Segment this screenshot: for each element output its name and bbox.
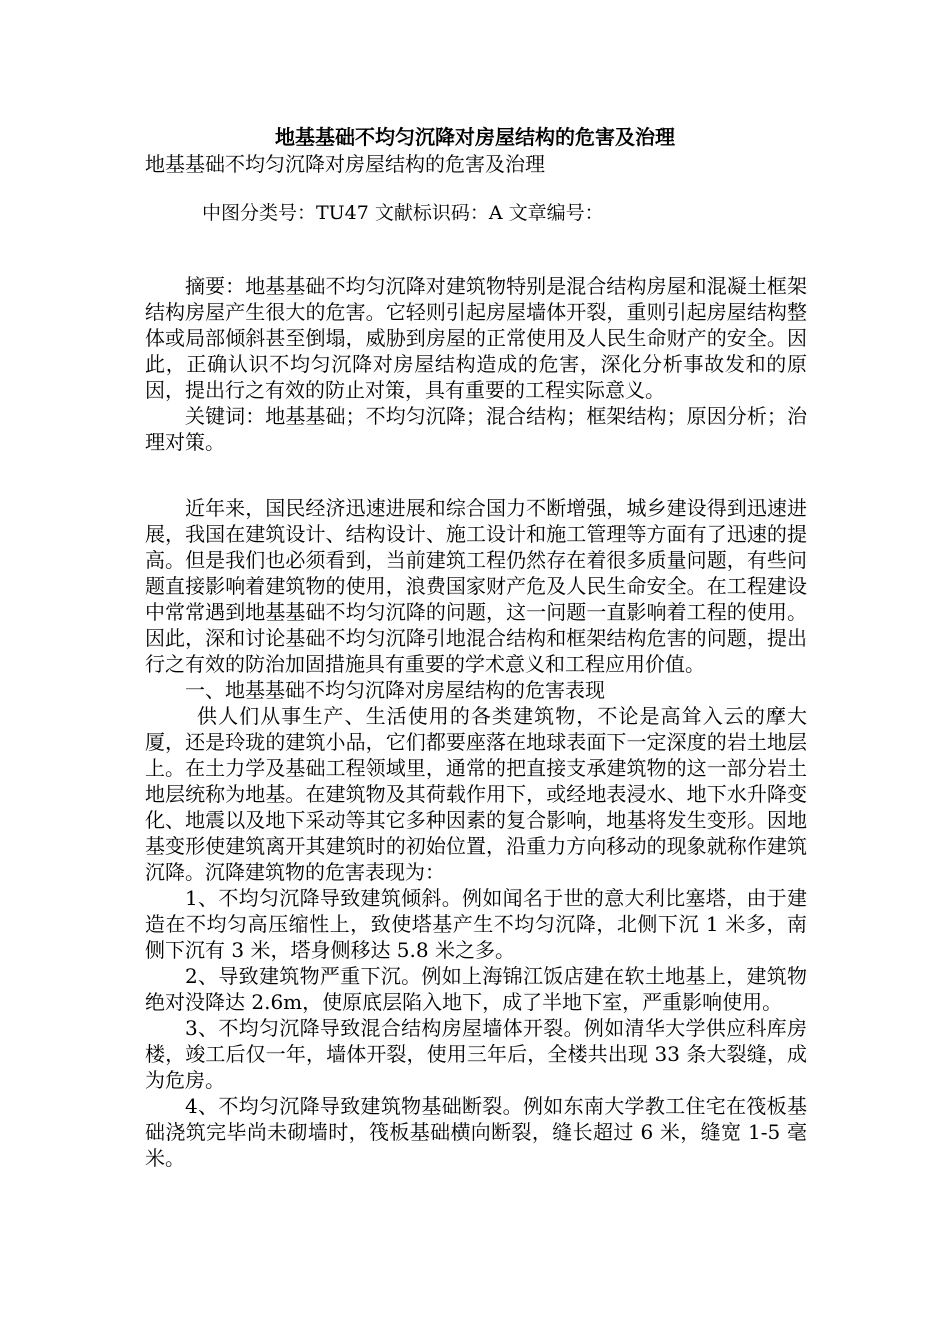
abstract-paragraph: 摘要：地基基础不均匀沉降对建筑物特别是混合结构房屋和混凝土框架结构房屋产生很大的危害。它轻则引起房屋墙体开裂，重则引起房屋结构整体或局部倾斜甚至倒塌，威胁到房屋的正常使用及人民生命财产的安全。因此，正确认识不均匀沉降对房屋结构造成的危害，深化分析事故发和的原因，提出行之有效的防止对策，具有重要的工程实际意义。 [145,274,807,402]
main-body [145,495,807,1171]
list-item: 3、不均匀沉降导致混合结构房屋墙体开裂。例如清华大学供应科库房楼，竣工后仅一年，墙体开裂，使用三年后，全楼共出现 33 条大裂缝，成为危房。 [145,1016,807,1092]
list-item: 2、导致建筑物严重下沉。例如上海锦江饭店建在软土地基上，建筑物绝对没降达 2.6m，使原底层陷入地下，成了半地下室，严重影响使用。 [145,964,807,1014]
intro-paragraph: 近年来，国民经济迅速进展和综合国力不断增强，城乡建设得到迅速进展，我国在建筑设计、结构设计、施工设计和施工管理等方面有了迅速的提高。但是我们也必须看到，当前建筑工程仍然存在着很多质量问题，有些问题直接影响着建筑物的使用，浪费国家财产危及人民生命安全。在工程建设中常常遇到地基基础不均匀沉降的问题，这一问题一直影响着工程的使用。因此，深和讨论基础不均匀沉降引地混合结构和框架结构危害的问题，提出行之有效的防治加固措施具有重要的学术意义和工程应用价值。 [145,496,807,676]
list-item: 4、不均匀沉降导致建筑物基础断裂。例如东南大学教工住宅在筏板基础浇筑完毕尚未砌墙时，筏板基础横向断裂，缝长超过 6 米，缝宽 1-5 毫米。 [145,1094,807,1170]
document-subtitle: 地基基础不均匀沉降对房屋结构的危害及治理 [145,152,545,176]
section-heading: 一、地基基础不均匀沉降对房屋结构的危害表现 [185,678,605,702]
document-title: 地基基础不均匀沉降对房屋结构的危害及治理 [275,125,675,149]
section-paragraph: 供人们从事生产、生活使用的各类建筑物，不论是高耸入云的摩大厦，还是玲珑的建筑小品，它们都要座落在地球表面下一定深度的岩土地层上。在土力学及基础工程领域里，通常的把直接支承建筑物的这一部分岩土地层统称为地基。在建筑物及其荷载作用下，或经地表浸水、地下水升降变化、地震以及地下采动等其它多种因素的复合影响，地基将发生变形。因地基变形使建筑离开其建筑时的初始位置，沿重力方向移动的现象就称作建筑沉降。沉降建筑物的危害表现为： [145,704,807,884]
keywords-paragraph: 关键词：地基基础；不均匀沉降；混合结构；框架结构；原因分析；治理对策。 [145,404,807,454]
classification-line: 中图分类号：TU47 文献标识码：A 文章编号： [202,202,604,224]
list-item: 1、不均匀沉降导致建筑倾斜。例如闻名于世的意大利比塞塔，由于建造在不均匀高压缩性上，致使塔基产生不均匀沉降，北侧下沉 1 米多，南侧下沉有 3 米，塔身侧移达 5.8 米之多。 [145,886,807,962]
abstract-block [145,273,807,455]
